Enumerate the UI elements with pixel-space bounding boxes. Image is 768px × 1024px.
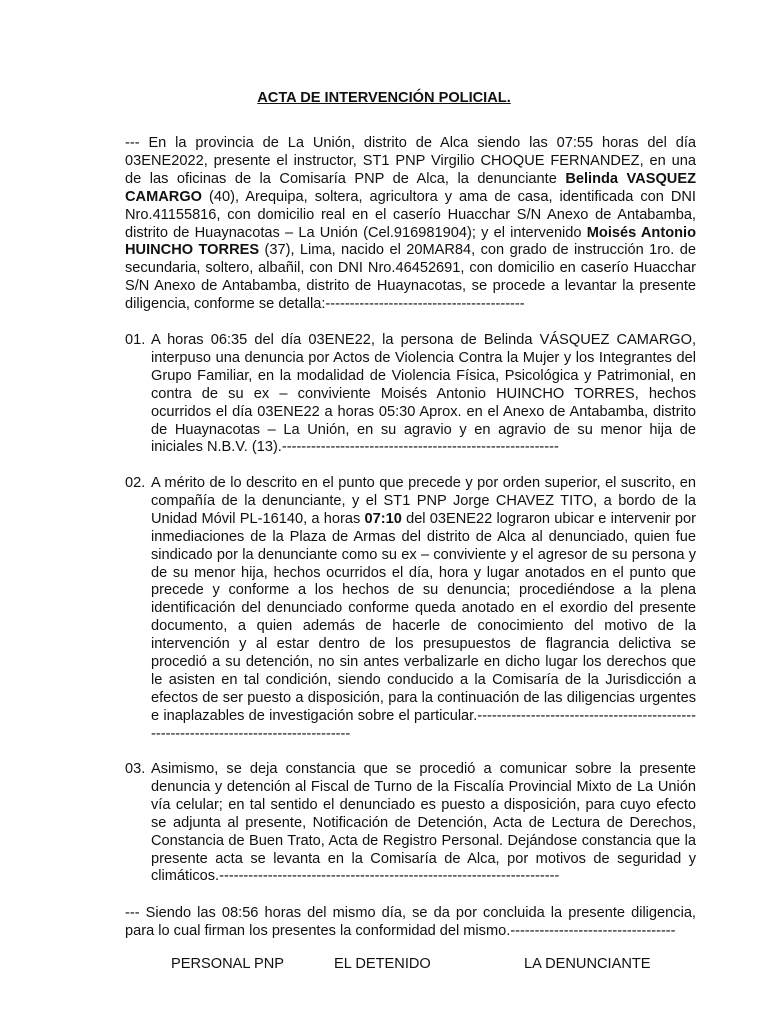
item-dashes: ---------------------------------------------------------------------- — [219, 868, 560, 885]
intervention-time: 07:10 — [364, 510, 402, 527]
item-dashes: --------------------------------------------------------- — [281, 439, 559, 456]
intro-dashes: ----------------------------------------- — [325, 296, 525, 313]
intro-paragraph — [125, 135, 696, 314]
item-text: Asimismo, se deja constancia que se procedió a comunicar sobre la presente denuncia y detención al Fiscal de Turno de la Fiscalía Provincial Mixto de La Unión vía celular; en tal sentido el denunciado es puesto a disposición, para cuyo efecto se adjunta al presente, Notificación de Detención, Acta de Lectura de Derechos, Constancia de Buen Trato, Acta de Registro Personal. Dejándose constancia que la presente acta se levanta en la Comisaría de Alca, por motivos de seguridad y climáticos. — [151, 761, 696, 885]
detainee-name: Moisés Antonio HUINCHO TORRES — [125, 224, 696, 259]
signature-detainee: EL DETENIDO — [334, 956, 431, 972]
item-dashes: -------------------------------------------------------------------------------------- — [151, 707, 696, 742]
complainant-name: Belinda VASQUEZ CAMARGO — [125, 170, 696, 205]
document-title: ACTA DE INTERVENCIÓN POLICIAL. — [257, 90, 511, 106]
item-text-before: A mérito de lo descrito en el punto que precede y por orden superior, el suscrito, en compañía de la denunciante, y el ST1 PNP Jorge CHAVEZ TITO, a bordo de la Unidad Móvil PL-16140, a horas — [151, 475, 696, 527]
item-01 — [125, 332, 696, 457]
signature-complainant: LA DENUNCIANTE — [524, 956, 651, 972]
item-text: A horas 06:35 del día 03ENE22, la persona de Belinda VÁSQUEZ CAMARGO, interpuso una denuncia por Actos de Violencia Contra la Mujer y los Integrantes del Grupo Familiar, en la modalidad de Violencia Física, Psicológica y Patrimonial, en contra de su ex – conviviente Moisés Antonio HUINCHO TORRES, hechos ocurridos el día 03ENE22 a horas 05:30 Aprox. en el Anexo de Antabamba, distrito de Huaynacotas – La Unión, en su agravio y en agravio de su menor hija de iniciales N.B.V. (13). — [151, 332, 696, 456]
closing-dashes: ---------------------------------- — [510, 922, 676, 939]
intro-text-3: (37), Lima, nacido el 20MAR84, con grado de instrucción 1ro. de secundaria, soltero, albañil, con DNI Nro.46452691, con domicilio en caserío Huacchar S/N Anexo de Antabamba, distrito de Huaynacotas, se procede a levantar la presente diligencia, conforme se detalla: — [125, 242, 696, 313]
item-03 — [125, 761, 696, 886]
closing-text: --- Siendo las 08:56 horas del mismo día, se da por concluida la presente diligencia, para lo cual firman los presentes la conformidad del mismo. — [125, 905, 696, 939]
intro-text-1: --- En la provincia de La Unión, distrito de Alca siendo las 07:55 horas del día 03ENE2022, presente el instructor, ST1 PNP Virgilio CHOQUE FERNANDEZ, en una de las oficinas de la Comisaría PNP de Alca, la denunciante — [125, 135, 696, 187]
closing-paragraph — [125, 905, 696, 941]
item-number: 03. — [125, 761, 146, 777]
item-02 — [125, 475, 696, 744]
intro-text-2: (40), Arequipa, soltera, agricultora y ama de casa, identificada con DNI Nro.41155816, con domicilio real en el caserío Huacchar S/N Anexo de Antabamba, distrito de Huaynacotas – La Unión (Cel.916981904); y el intervenido — [125, 188, 696, 241]
item-number: 02. — [125, 475, 146, 491]
item-number: 01. — [125, 332, 146, 348]
signature-police: PERSONAL PNP — [171, 956, 285, 972]
item-text-after: del 03ENE22 lograron ubicar e intervenir por inmediaciones de la Plaza de Armas del distrito de Alca al denunciado, quien fue sindicado por la denunciante como su ex – conviviente y el agresor de su persona y de su menor hija, hechos ocurridos el día, hora y lugar anotados en el punto que precede y conforme a los hechos de su denuncia; procediéndose a la plena identificación del denunciado conforme queda anotado en el exordio del presente documento, a quien además de hacerle de conocimiento del motivo de la intervención y al estar dentro de los presupuestos de flagrancia delictiva se procedió a su detención, no sin antes verbalizarle en dicho lugar los derechos que le asisten en tal condición, siendo conducido a la Comisaría de la Jurisdicción a efectos de ser puesto a disposición, para la continuación de las diligencias urgentes e inaplazables de investigación sobre el particular. — [151, 510, 697, 724]
